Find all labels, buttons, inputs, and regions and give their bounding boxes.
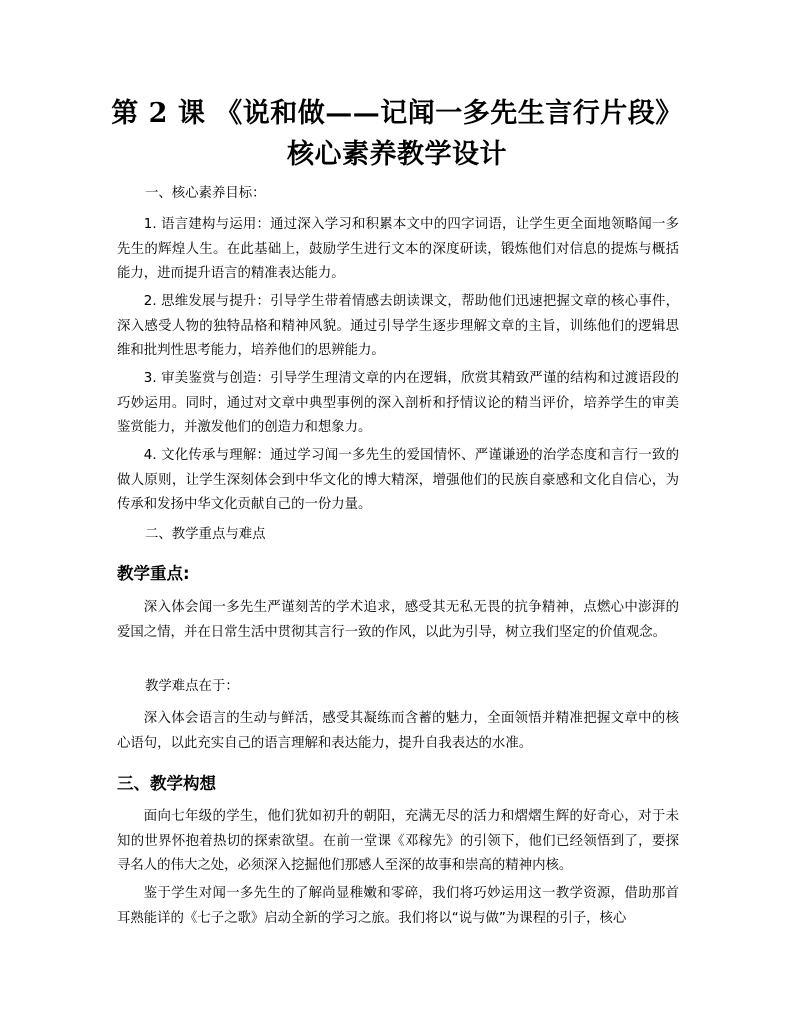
document-title-line1: 第 2 课 《说和做——记闻一多先生言行片段》	[111, 98, 683, 129]
section3-heading: 三、教学构想	[117, 774, 216, 793]
concept-paragraph-1: 面向七年级的学生，他们犹如初升的朝阳，充满无尽的活力和熠熠生辉的好奇心，对于未知的世界怀抱着热切的探索欲望。在前一堂课《邓稼先》的引领下，他们已经领悟到了，要探寻名人的伟大之处，必须深入挖掘他们那感人至深的故事和崇高的精神内核。	[117, 809, 679, 873]
key-points-heading: 教学重点:	[117, 564, 190, 583]
difficulty-label: 教学难点在于：	[145, 679, 239, 694]
objective-paragraph-4: 4. 文化传承与理解：通过学习闻一多先生的爱国情怀、严谨谦逊的治学态度和言行一致的做人原则，让学生深刻体会到中华文化的博大精深，增强他们的民族自豪感和文化自信心，为传承和发扬中华文化贡献自己的一份力量。	[117, 448, 679, 512]
objective-paragraph-3: 3. 审美鉴赏与创造：引导学生理清文章的内在逻辑，欣赏其精致严谨的结构和过渡语段的巧妙运用。同时，通过对文章中典型事例的深入剖析和抒情议论的精当评价，培养学生的审美鉴赏能力，并激发他们的创造力和想象力。	[117, 371, 679, 435]
document-title-line2: 核心素养教学设计	[287, 139, 507, 170]
key-points-paragraph: 深入体会闻一多先生严谨刻苦的学术追求，感受其无私无畏的抗争精神，点燃心中澎湃的爱国之情，并在日常生活中贯彻其言行一致的作风，以此为引导，树立我们坚定的价值观念。	[117, 600, 679, 640]
section2-heading: 二、教学重点与难点	[145, 527, 266, 542]
concept-paragraph-2: 鉴于学生对闻一多先生的了解尚显稚嫩和零碎，我们将巧妙运用这一教学资源，借助那首耳熟能详的《七子之歌》启动全新的学习之旅。我们将以“说与做”为课程的引子，核心	[117, 886, 679, 926]
objective-paragraph-2: 2. 思维发展与提升：引导学生带着情感去朗读课文，帮助他们迅速把握文章的核心事件，深入感受人物的独特品格和精神风貌。通过引导学生逐步理解文章的主旨，训练他们的逻辑思维和批判性思考能力，培养他们的思辨能力。	[117, 294, 679, 358]
section1-heading: 一、核心素养目标：	[145, 186, 266, 201]
objective-paragraph-1: 1. 语言建构与运用：通过深入学习和积累本文中的四字词语，让学生更全面地领略闻一多先生的辉煌人生。在此基础上，鼓励学生进行文本的深度研读，锻炼他们对信息的提炼与概括能力，进而提升语言的精准表达能力。	[117, 217, 679, 281]
difficulty-paragraph: 深入体会语言的生动与鲜活，感受其凝练而含蓄的魅力，全面领悟并精准把握文章中的核心语句，以此充实自己的语言理解和表达能力，提升自我表达的水准。	[117, 711, 679, 751]
